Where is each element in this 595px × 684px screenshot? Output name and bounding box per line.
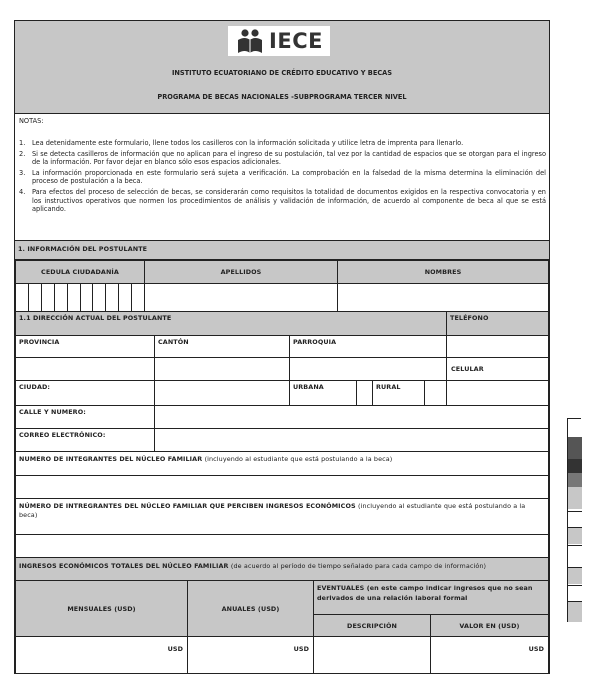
- parroquia-label-cell: [289, 335, 447, 358]
- correo-label-cell: [15, 428, 155, 452]
- scale-segment: [568, 527, 582, 544]
- urbana-label-cell: [289, 380, 357, 406]
- scale-segment: [568, 601, 582, 622]
- descripcion-header: [313, 614, 431, 637]
- scale-segment: [568, 567, 582, 584]
- address-title: 1.1 DIRECCIÓN ACTUAL DEL POSTULANTE: [19, 314, 172, 322]
- scale-segment: [568, 545, 582, 566]
- cedula-digit-box[interactable]: [16, 284, 29, 311]
- note-text: Para efectos del proceso de selección de becas, se considerarán como requisitos la totalidad de documentos exigidos en la respectiva convocatoria y en los instructivos operativos que normen los procedimientos de análisis y validación de información, de acuerdo al componente de beca al que se está aplicando.: [32, 187, 546, 214]
- income-members-note: (incluyendo al estudiante que está postulando a la beca): [19, 502, 526, 519]
- income-header: [15, 557, 549, 581]
- apellidos-label: APELLIDOS: [220, 268, 262, 276]
- cedula-digit-box[interactable]: [55, 284, 68, 311]
- note-number: 2.: [19, 149, 26, 158]
- apellidos-header: [144, 260, 338, 284]
- correo-label: CORREO ELECTRÓNICO:: [19, 431, 106, 439]
- canton-label-cell: [154, 335, 290, 358]
- telefono-input[interactable]: [446, 335, 549, 358]
- eventuales-header: [313, 580, 549, 615]
- members-label-cell: [15, 451, 549, 476]
- mensuales-label: MENSUALES (USD): [67, 604, 136, 613]
- scale-segment: [568, 511, 582, 526]
- note-item: [19, 150, 546, 167]
- cedula-digit-box[interactable]: [81, 284, 94, 311]
- provincia-label-cell: [15, 335, 155, 358]
- celular-input[interactable]: [446, 380, 549, 406]
- scale-segment: [568, 437, 582, 459]
- note-text: Lea detenidamente este formulario, llene todos los casilleros con la información solicitada y utilice letra de imprenta para llenarlo.: [32, 139, 464, 147]
- iece-logo: [228, 26, 330, 56]
- income-members-label-cell: [15, 498, 549, 535]
- provincia-label: PROVINCIA: [19, 338, 60, 346]
- members-note: (incluyendo al estudiante que está postulando a la beca): [204, 455, 393, 463]
- note-number: 4.: [19, 187, 26, 196]
- scale-segment: [568, 473, 582, 487]
- canton-label: CANTÓN: [158, 338, 189, 346]
- scale-segment: [568, 487, 582, 509]
- calle-label-cell: [15, 405, 155, 429]
- members-input[interactable]: [15, 475, 549, 499]
- cedula-digits: [15, 283, 145, 312]
- address-header: [15, 311, 447, 336]
- cedula-digit-box[interactable]: [68, 284, 81, 311]
- urbana-checkbox[interactable]: [356, 380, 373, 406]
- note-item: [19, 169, 546, 186]
- ciudad-input[interactable]: [154, 380, 290, 406]
- members-label: NUMERO DE INTEGRANTES DEL NÚCLEO FAMILIAR: [19, 455, 203, 463]
- note-number: 3.: [19, 168, 26, 177]
- cedula-digit-box[interactable]: [106, 284, 119, 311]
- cedula-digit-box[interactable]: [132, 284, 144, 311]
- program-name: PROGRAMA DE BECAS NACIONALES -SUBPROGRAMA TERCER NIVEL: [157, 93, 407, 101]
- usd-suffix: USD: [293, 645, 309, 653]
- rural-label-cell: [372, 380, 425, 406]
- cedula-label: CEDULA CIUDADANÍA: [41, 268, 119, 276]
- note-item: [19, 188, 546, 214]
- income-members-label: NÚMERO DE INTREGRANTES DEL NÚCLEO FAMILIAR QUE PERCIBEN INGRESOS ECONÓMICOS: [19, 502, 356, 510]
- section-1-title: 1. INFORMACIÓN DEL POSTULANTE: [18, 245, 148, 253]
- anuales-header: [187, 580, 314, 637]
- descripcion-input[interactable]: [313, 636, 431, 674]
- scale-segment: [568, 585, 582, 600]
- notes-title: NOTAS:: [19, 117, 44, 125]
- telefono-header: [446, 311, 549, 336]
- nombres-header: [337, 260, 549, 284]
- institution-name: INSTITUTO ECUATORIANO DE CRÉDITO EDUCATIVO Y BECAS: [171, 69, 393, 77]
- ciudad-label: CIUDAD:: [19, 383, 51, 391]
- provincia-input[interactable]: [15, 357, 155, 381]
- rural-checkbox[interactable]: [424, 380, 447, 406]
- valor-input[interactable]: [430, 636, 549, 674]
- celular-label: CELULAR: [451, 365, 484, 373]
- income-title-note: (de acuerdo al período de tiempo señalado para cada campo de información): [230, 562, 487, 570]
- eventuales-label: EVENTUALES (en este campo indicar ingresos que no sean derivados de una relación laboral formal: [317, 584, 533, 602]
- urbana-label: URBANA: [293, 383, 324, 391]
- anuales-input[interactable]: [187, 636, 314, 674]
- canton-input[interactable]: [154, 357, 290, 381]
- valor-header: [430, 614, 549, 637]
- usd-suffix: USD: [528, 645, 544, 653]
- ciudad-label-cell: [15, 380, 155, 406]
- income-members-input[interactable]: [15, 534, 549, 558]
- mensuales-input[interactable]: [15, 636, 188, 674]
- rural-label: RURAL: [376, 383, 401, 391]
- notes-list: [19, 139, 546, 214]
- usd-suffix: USD: [167, 645, 183, 653]
- income-title: INGRESOS ECONÓMICOS TOTALES DEL NÚCLEO FAMILIAR: [19, 562, 229, 570]
- logo-people-icon: [235, 28, 265, 54]
- calle-input[interactable]: [154, 405, 549, 429]
- telefono-label: TELÉFONO: [450, 314, 489, 322]
- margin-scale: [567, 418, 581, 622]
- cedula-digit-box[interactable]: [42, 284, 55, 311]
- cedula-digit-box[interactable]: [119, 284, 132, 311]
- parroquia-input[interactable]: [289, 357, 447, 381]
- scale-segment: [568, 459, 582, 473]
- descripcion-label: DESCRIPCIÓN: [347, 621, 397, 630]
- parroquia-label: PARROQUIA: [293, 338, 337, 346]
- note-item: [19, 139, 546, 148]
- cedula-digit-box[interactable]: [29, 284, 42, 311]
- note-number: 1.: [19, 139, 26, 147]
- anuales-label: ANUALES (USD): [221, 604, 280, 613]
- valor-label: VALOR EN (USD): [459, 621, 520, 630]
- logo-text: IECE: [269, 29, 323, 53]
- celular-label-cell: [446, 357, 549, 381]
- correo-input[interactable]: [154, 428, 549, 452]
- mensuales-header: [15, 580, 188, 637]
- nombres-input[interactable]: [337, 283, 549, 312]
- cedula-digit-box[interactable]: [93, 284, 106, 311]
- note-text: Si se detecta casilleros de información que no aplican para el ingreso de su postulación, tal vez por la cantidad de espacios que se otorgan para el ingreso de la información. Por favor dejar en blanco sólo esos espacios adicionales.: [32, 149, 546, 167]
- cedula-header: [15, 260, 145, 284]
- calle-label: CALLE Y NUMERO:: [19, 408, 86, 416]
- note-text: La información proporcionada en este formulario será sujeta a verificación. La comprobación en la falsedad de la misma determina la eliminación del proceso de postulación a la beca.: [32, 168, 546, 186]
- apellidos-input[interactable]: [144, 283, 338, 312]
- nombres-label: NOMBRES: [424, 268, 462, 276]
